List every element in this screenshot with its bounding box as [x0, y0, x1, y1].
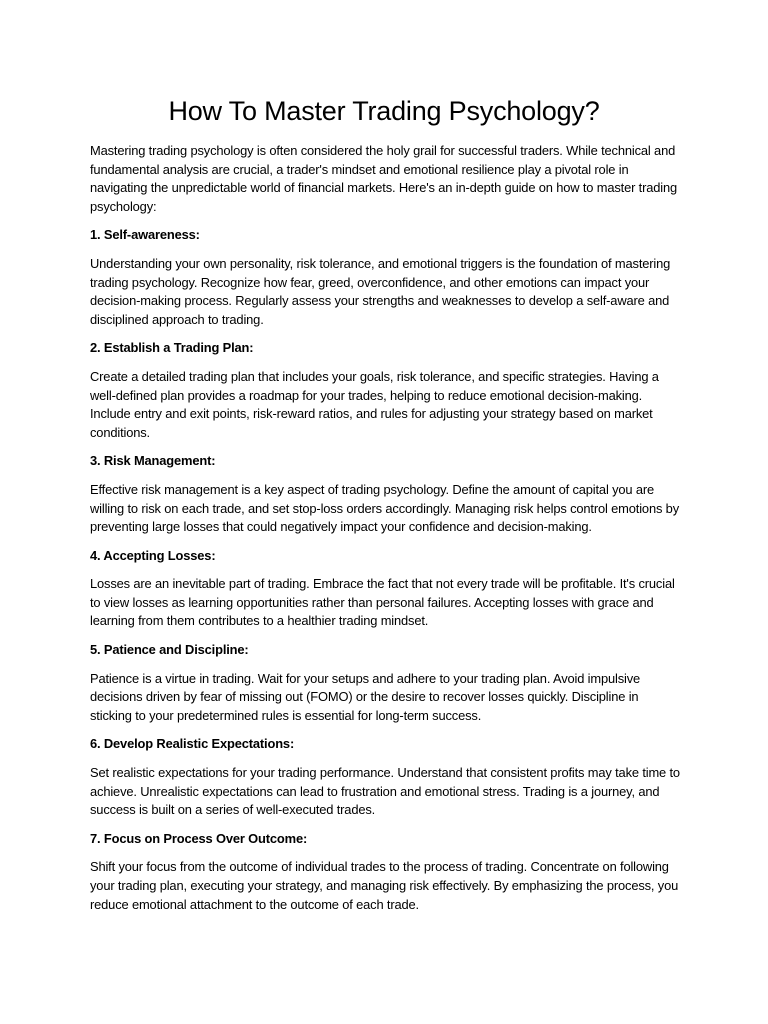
- section-paragraph: Understanding your own personality, risk tolerance, and emotional triggers is the foundation of mastering trading psychology. Recognize how fear, greed, overconfidence, and other emotions can impact your decision-making process. Regularly assess your strengths and weaknesses to develop a self-aware and disciplined approach to trading.: [90, 255, 671, 327]
- section-paragraph: Effective risk management is a key aspect of trading psychology. Define the amount of capital you are willing to risk on each trade, and set stop-loss orders accordingly. Managing risk helps control emotions by preventing large losses that could negatively impact your confidence and decision-making.: [90, 481, 679, 535]
- document-body: [90, 142, 680, 924]
- page-title: How To Master Trading Psychology?: [168, 96, 600, 126]
- section-1: [90, 226, 680, 329]
- section-5: [90, 641, 680, 725]
- section-heading: 5. Patience and Discipline:: [90, 642, 249, 658]
- section-heading: 2. Establish a Trading Plan:: [90, 340, 254, 356]
- section-heading: 3. Risk Management:: [90, 453, 216, 469]
- section-paragraph: Losses are an inevitable part of trading. Embrace the fact that not every trade will be profitable. It's crucial to view losses as learning opportunities rather than personal failures. Accepting losses with grace and learning from them contributes to a healthier trading mindset.: [90, 576, 675, 629]
- section-6: [90, 735, 680, 819]
- section-paragraph: Set realistic expectations for your trading performance. Understand that consistent profits may take time to achieve. Unrealistic expectations can lead to frustration and emotional stress. Trading is a journey, and success is built on a series of well-executed trades.: [90, 765, 680, 818]
- section-2: [90, 339, 680, 442]
- intro-paragraph: Mastering trading psychology is often considered the holy grail for successful traders. While technical and fundamental analysis are crucial, a trader's mindset and emotional resilience play a pivotal role in navigating the unpredictable world of financial markets. Here's an in-depth guide on how to master trading psychology:: [90, 143, 678, 214]
- section-4: [90, 547, 680, 631]
- section-3: [90, 452, 680, 536]
- section-heading: 6. Develop Realistic Expectations:: [90, 736, 295, 752]
- section-heading: 4. Accepting Losses:: [90, 547, 216, 563]
- section-paragraph: Patience is a virtue in trading. Wait for your setups and adhere to your trading plan. Avoid impulsive decisions driven by fear of missing out (FOMO) or the desire to recover losses quickly. Discipline in sticking to your predetermined rules is essential for long-term success.: [90, 670, 641, 723]
- section-heading: 1. Self-awareness:: [90, 227, 200, 243]
- section-heading: 7. Focus on Process Over Outcome:: [90, 830, 308, 846]
- section-paragraph: Create a detailed trading plan that includes your goals, risk tolerance, and specific strategies. Having a well-defined plan provides a roadmap for your trades, helping to reduce emotional decision-making. Include entry and exit points, risk-reward ratios, and rules for adjusting your strategy based on market conditions.: [90, 368, 659, 440]
- section-paragraph: Shift your focus from the outcome of individual trades to the process of trading. Concentrate on following your trading plan, executing your strategy, and managing risk effectively. By emphasizing the process, you reduce emotional attachment to the outcome of each trade.: [90, 859, 679, 912]
- section-7: [90, 830, 680, 914]
